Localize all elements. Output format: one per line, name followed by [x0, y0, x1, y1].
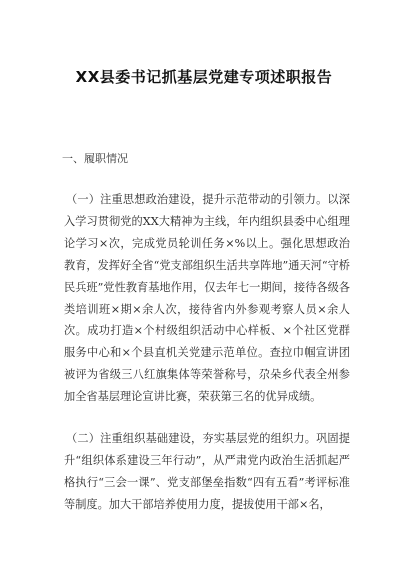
body-paragraph-2: （二）注重组织基础建设，夯实基层党的组织力。巩固提升“组织体系建设三年行动”，从严肃党内政治生活抓起严格执行“三会一课”、党支部堡垒指数“四有五看”考评标准等制度。加大干部培养使用力度，提拔使用干部×名，: [64, 432, 350, 511]
body-paragraph-1: （一）注重思想政治建设，提升示范带动的引领力。以深入学习贯彻党的XX大精神为主线，年内组织县委中心组理论学习×次，完成党员轮训任务×%以上。强化思想政治教育，发挥好全省“党支部组织生活共享阵地”通天河“守桥民兵班”党性教育基地作用，仅去年七一期间，接待各级各类培训班×期×余人次，接待省内外参观考察人员×余人次。成功打造×个村级组织活动中心样板、×个社区党群服务中心和×个县直机关党建示范单位。查拉巾帼宣讲团被评为省级三八红旗集体等荣誉称号，尕朵乡代表全州参加全省基层理论宣讲比赛，荣获第三名的优异成绩。: [64, 193, 350, 404]
section-heading: 一、履职情况: [62, 152, 128, 165]
document-title: XX县委书记抓基层党建专项述职报告: [75, 68, 333, 86]
